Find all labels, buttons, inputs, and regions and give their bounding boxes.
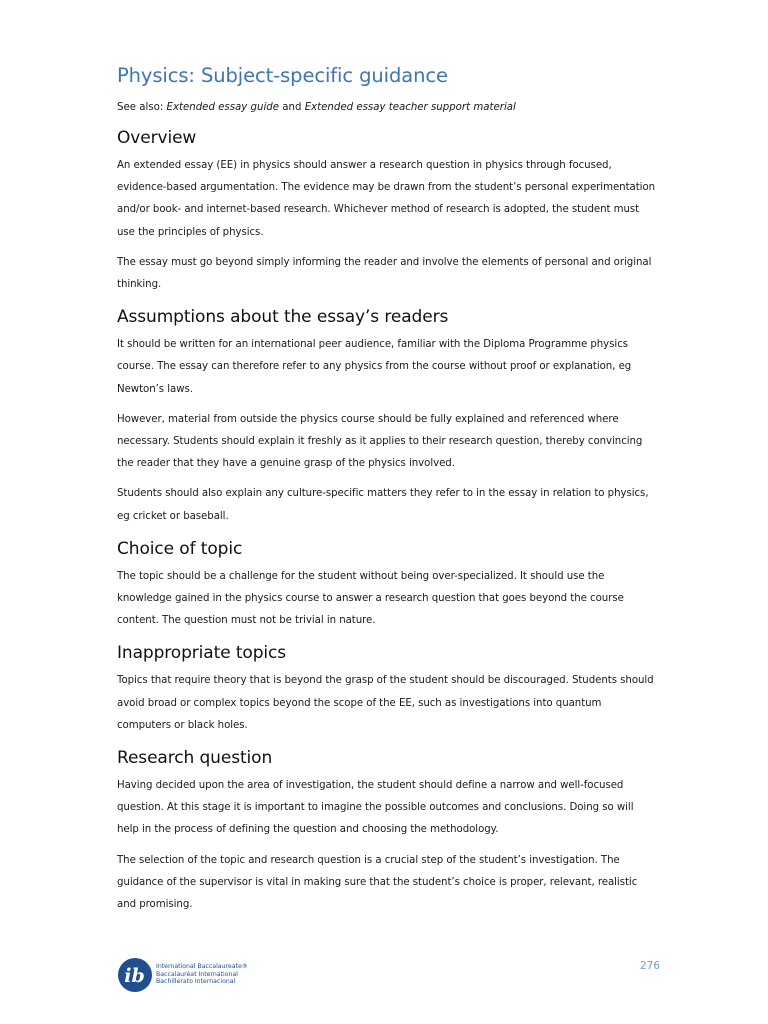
section-inappropriate-topics: [117, 640, 657, 737]
section-assumptions: [117, 304, 657, 528]
paragraph: However, material from outside the physics course should be fully explained and referenced where necessary. Students should explain it freshly as it applies to their research question, thereby convincing the reader that they have a genuine grasp of the physics involved.: [117, 413, 643, 470]
see-also-and: and: [279, 102, 305, 113]
document-page: [117, 62, 657, 924]
paragraph: Students should also explain any culture-specific matters they refer to in the essay in relation to physics, eg cricket or baseball.: [117, 488, 649, 522]
paragraph: The topic should be a challenge for the student without being over-specialized. It should use the knowledge gained in the physics course to answer a research question that goes beyond the course content. The question must not be trivial in nature.: [117, 570, 624, 627]
paragraph: The selection of the topic and research question is a crucial step of the student’s investigation. The guidance of the supervisor is vital in making sure that the student’s choice is proper, relevant, realistic and promising.: [117, 854, 638, 911]
section-choice-of-topic: [117, 536, 657, 633]
heading-choice-of-topic: Choice of topic: [117, 538, 243, 559]
section-research-question: [117, 745, 657, 916]
org-name-es: Bachillerato Internacional: [156, 978, 236, 986]
teacher-support-material-link: Extended essay teacher support material: [304, 102, 516, 113]
paragraph: It should be written for an international peer audience, familiar with the Diploma Programme physics course. The essay can therefore refer to any physics from the course without proof or explanation, eg Newton’s laws.: [117, 339, 632, 395]
paragraph: Having decided upon the area of investigation, the student should define a narrow and well-focused question. At this stage it is important to imagine the possible outcomes and conclusions. Doing so will help in the process of defining the question and choosing the methodology.: [117, 780, 634, 836]
heading-overview: Overview: [117, 128, 197, 148]
org-name-fr: Baccalauréat International: [156, 970, 238, 978]
see-also-prefix: See also:: [117, 102, 167, 113]
org-name-en: International Baccalaureate®: [156, 963, 248, 970]
paragraph: Topics that require theory that is beyond the grasp of the student should be discouraged. Students should avoid broad or complex topics beyond the scope of the EE, such as investigations into quantum computers or black holes.: [117, 675, 654, 731]
see-also-line: [117, 100, 657, 116]
paragraph: The essay must go beyond simply informing the reader and involve the elements of personal and original thinking.: [117, 256, 652, 291]
section-overview: [117, 125, 657, 296]
extended-essay-guide-link: Extended essay guide: [166, 102, 280, 113]
paragraph: An extended essay (EE) in physics should answer a research question in physics through focused, evidence-based argumentation. The evidence may be drawn from the student’s personal experimentation and/or book- and internet-based research. Whichever method of research is adopted, the student must use the principles of physics.: [117, 160, 656, 238]
heading-research-question: Research question: [117, 748, 273, 769]
ib-organization-names: [156, 963, 248, 986]
page-title: Physics: Subject-specific guidance: [117, 64, 448, 87]
page-footer: [0, 955, 768, 995]
ib-logo-letters: ib: [124, 965, 145, 987]
heading-inappropriate-topics: Inappropriate topics: [117, 643, 287, 664]
page-number: 276: [639, 960, 660, 972]
ib-logo-icon: [117, 957, 153, 993]
heading-assumptions: Assumptions about the essay’s readers: [117, 307, 449, 328]
